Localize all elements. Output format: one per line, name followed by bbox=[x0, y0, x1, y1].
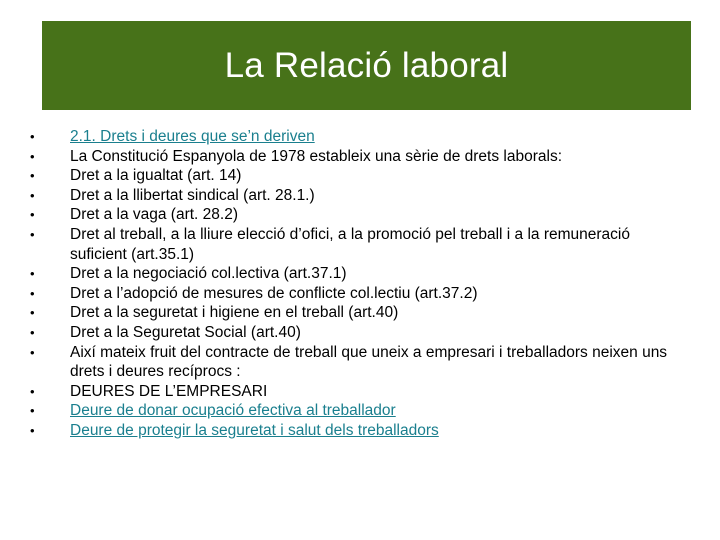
bullet-icon: • bbox=[30, 187, 35, 203]
list-item bbox=[30, 225, 690, 264]
bullet-icon: • bbox=[30, 422, 35, 438]
list-item bbox=[30, 284, 690, 304]
section-link[interactable]: 2.1. Drets i deures que se’n deriven bbox=[70, 128, 315, 145]
list-item bbox=[30, 166, 690, 186]
list-item-text: Així mateix fruit del contracte de treball que uneix a empresari i treballadors neixen uns drets i deures recíprocs : bbox=[70, 343, 668, 381]
bullet-icon: • bbox=[30, 129, 35, 144]
bullet-icon: • bbox=[30, 383, 35, 399]
slide-title: La Relació laboral bbox=[224, 45, 509, 85]
title-bar bbox=[42, 21, 691, 110]
list-item bbox=[30, 323, 690, 343]
duty-link-occupation[interactable]: Deure de donar ocupació efectiva al treballador bbox=[70, 402, 396, 420]
bullet-icon: • bbox=[30, 207, 35, 223]
list-item bbox=[30, 147, 690, 167]
list-item bbox=[30, 186, 690, 206]
list-item bbox=[30, 264, 690, 284]
list-item bbox=[30, 127, 690, 147]
list-item-text: Dret a la negociació col.lectiva (art.37.1) bbox=[70, 265, 347, 283]
bullet-icon: • bbox=[30, 266, 35, 282]
bullet-icon: • bbox=[30, 403, 35, 419]
bullet-icon: • bbox=[30, 226, 35, 242]
list-item-text: Dret a la llibertat sindical (art. 28.1.) bbox=[70, 186, 315, 204]
bullet-icon: • bbox=[30, 344, 35, 360]
list-item-text: Dret a la Seguretat Social (art.40) bbox=[70, 323, 301, 341]
list-item-text: Dret a la seguretat i higiene en el treball (art.40) bbox=[70, 304, 399, 322]
list-item-text: Dret a la vaga (art. 28.2) bbox=[70, 206, 238, 224]
bullet-list bbox=[30, 127, 690, 441]
list-item bbox=[30, 303, 690, 323]
bullet-icon: • bbox=[30, 168, 35, 184]
list-item bbox=[30, 382, 690, 402]
list-item bbox=[30, 343, 690, 382]
list-item bbox=[30, 401, 690, 421]
bullet-icon: • bbox=[30, 285, 35, 301]
list-item bbox=[30, 421, 690, 441]
list-item-text: DEURES DE L’EMPRESARI bbox=[70, 382, 268, 400]
bullet-icon: • bbox=[30, 148, 35, 164]
bullet-icon: • bbox=[30, 324, 35, 340]
list-item-text: Dret a la igualtat (art. 14) bbox=[70, 167, 242, 185]
list-item-text: La Constitució Espanyola de 1978 estableix una sèrie de drets laborals: bbox=[70, 147, 563, 165]
list-item-text: Dret al treball, a la lliure elecció d’ofici, a la promoció pel treball i a la remuneració suficient (art.35.1) bbox=[70, 225, 630, 263]
duty-link-safety[interactable]: Deure de protegir la seguretat i salut dels treballadors bbox=[70, 421, 439, 439]
list-item-text: Dret a l’adopció de mesures de conflicte col.lectiu (art.37.2) bbox=[70, 284, 478, 302]
bullet-icon: • bbox=[30, 305, 35, 321]
list-item bbox=[30, 205, 690, 225]
